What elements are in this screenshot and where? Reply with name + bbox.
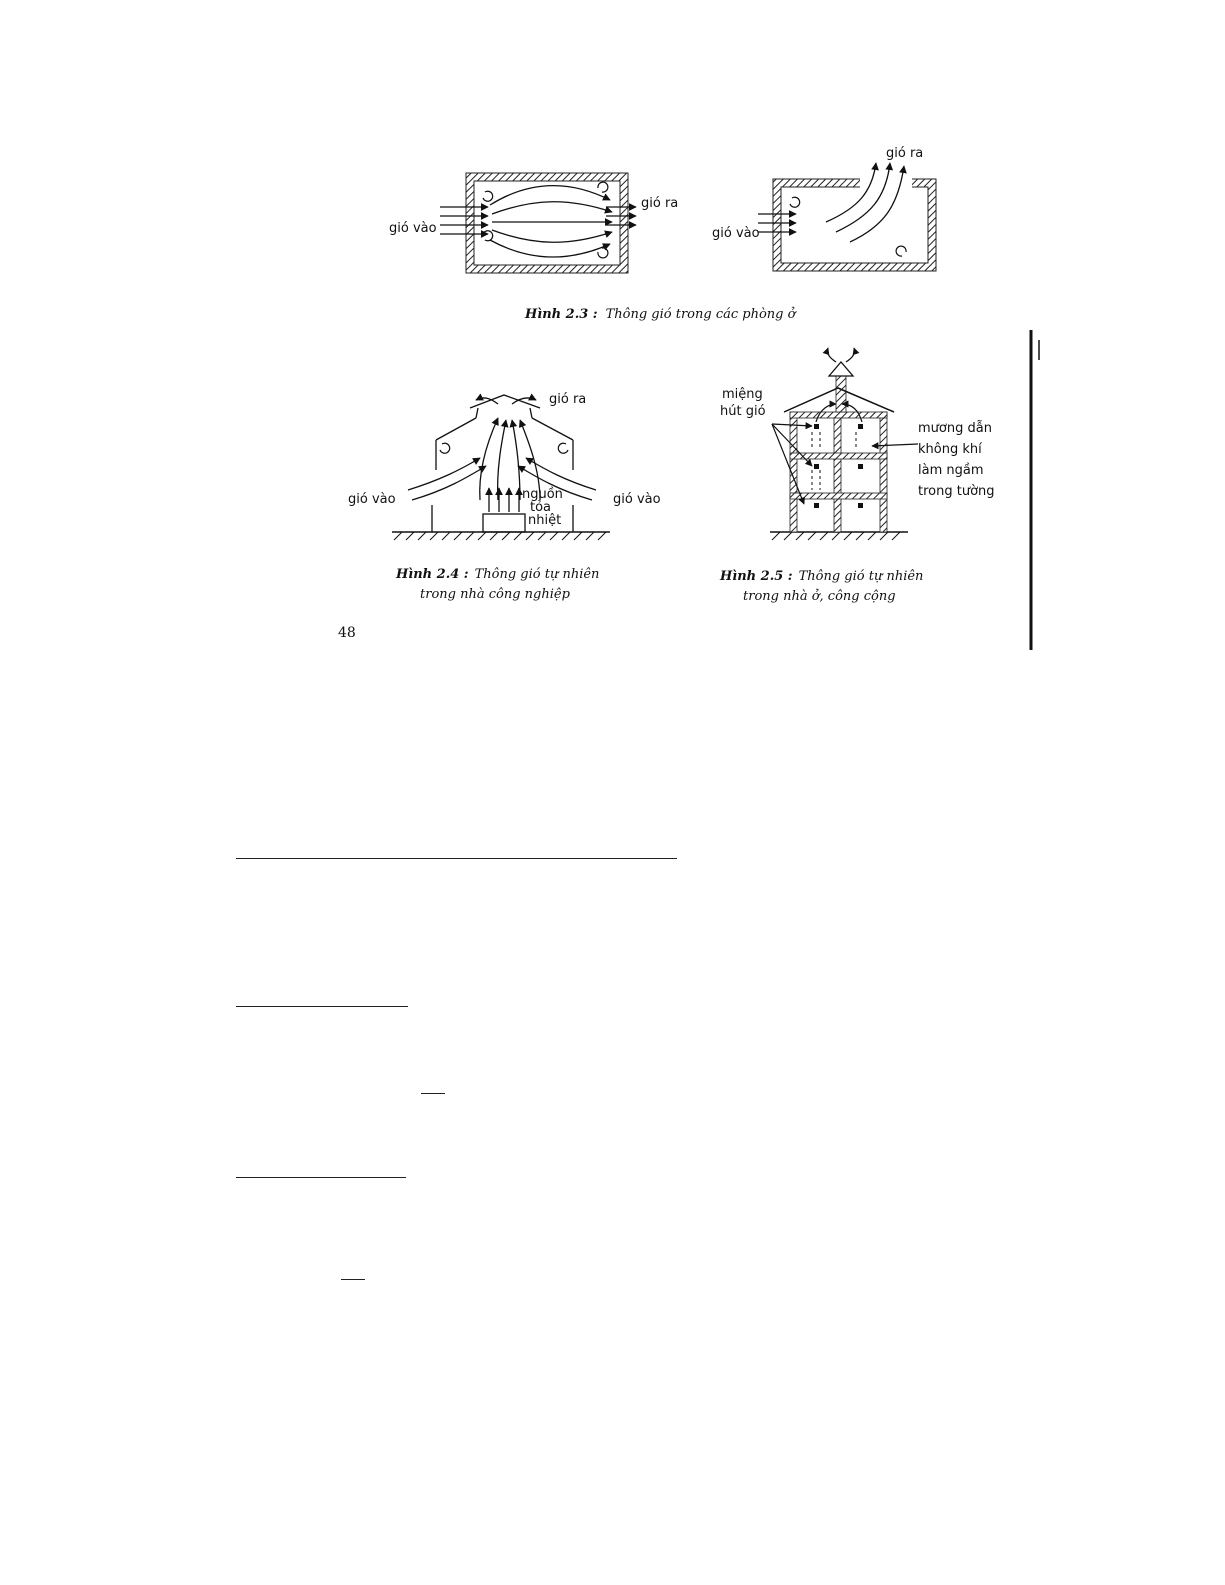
fig-2-5-suction-label-1: miệng — [722, 387, 763, 402]
fig-2-3-right-room — [712, 146, 936, 271]
page-number: 48 — [338, 625, 356, 641]
fraction-bar-2 — [341, 1279, 365, 1280]
fig-2-5-suction-label-2: hút gió — [720, 404, 766, 419]
fig-2-5-duct-label-3: làm ngầm — [918, 463, 984, 478]
fig-2-3-right-in-label: gió vào — [712, 226, 760, 241]
scan-edge-mark — [1031, 330, 1039, 650]
fig-2-4-caption-line-2: trong nhà công nghiệp — [420, 587, 570, 602]
fig-2-3-left-in-label: gió vào — [389, 221, 437, 236]
fig-2-4-caption-line-1: Hình 2.4 : Thông gió tự nhiên — [396, 567, 600, 582]
fig-2-4-heat-label-3: nhiệt — [528, 513, 562, 528]
fig-2-5-duct-label-4: trong tường — [918, 484, 995, 499]
fig-2-5-duct-label-1: mương dẫn — [918, 421, 992, 436]
fig-2-4-heat-label-1: nguồn — [522, 487, 563, 502]
fraction-bar-1 — [421, 1093, 445, 1094]
fig-2-3-left-room — [389, 173, 678, 273]
separator-line-3 — [236, 1177, 406, 1178]
separator-line-1 — [236, 858, 677, 859]
separator-line-2 — [236, 1006, 408, 1007]
fig-2-4-out-label: gió ra — [549, 392, 587, 407]
scanned-figures — [0, 0, 1225, 660]
fig-2-5-duct-label-2: không khí — [918, 442, 982, 457]
fig-2-4-in-right-label: gió vào — [613, 492, 661, 507]
fig-2-3-caption: Hình 2.3 : Thông gió trong các phòng ở — [525, 307, 796, 322]
fig-2-3-right-out-label: gió ra — [886, 146, 924, 161]
fig-2-4-in-left-label: gió vào — [348, 492, 396, 507]
fig-2-3-left-out-label: gió ra — [641, 196, 679, 211]
fig-2-5-caption-line-2: trong nhà ở, công cộng — [743, 589, 896, 604]
fig-2-4-industrial-building — [348, 392, 661, 540]
fig-2-4-heat-label-2: tỏa — [530, 500, 552, 515]
fig-2-5-residential-building — [720, 348, 995, 540]
fig-2-5-caption-line-1: Hình 2.5 : Thông gió tự nhiên — [720, 569, 924, 584]
